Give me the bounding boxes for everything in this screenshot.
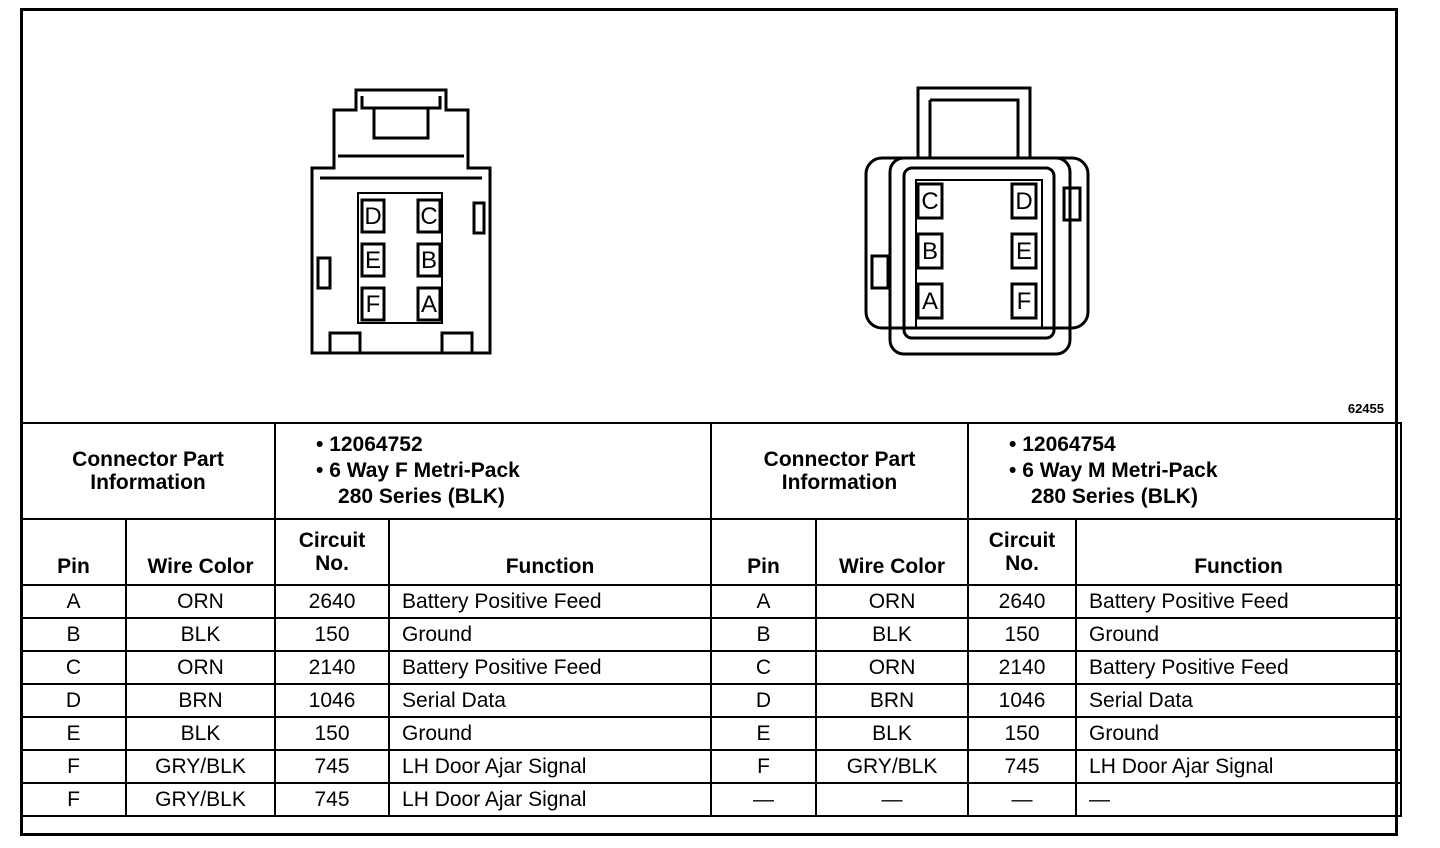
right-cell-wire: GRY/BLK bbox=[816, 750, 968, 783]
left-cell-pin: A bbox=[21, 585, 126, 618]
left-part-info bbox=[275, 423, 711, 519]
right-cell-wire: — bbox=[816, 783, 968, 816]
right-cell-circuit: 1046 bbox=[968, 684, 1076, 717]
right-cell-circuit: 2640 bbox=[968, 585, 1076, 618]
left-cell-pin: E bbox=[21, 717, 126, 750]
right-cell-circuit: 150 bbox=[968, 717, 1076, 750]
left-pin-label: E bbox=[364, 247, 382, 274]
right-cell-pin: F bbox=[711, 750, 816, 783]
right-cell-circuit: 745 bbox=[968, 750, 1076, 783]
right-cell-pin: — bbox=[711, 783, 816, 816]
table-row bbox=[21, 783, 1401, 816]
left-part-desc-1: • 6 Way F Metri-Pack bbox=[316, 458, 520, 482]
left-cell-function: Ground bbox=[389, 717, 711, 750]
left-cell-circuit: 150 bbox=[275, 717, 389, 750]
left-cell-circuit: 2140 bbox=[275, 651, 389, 684]
left-pin-label: C bbox=[420, 203, 438, 230]
connector-diagram bbox=[20, 8, 1398, 424]
right-pin-label: E bbox=[1015, 238, 1033, 265]
right-cell-pin: A bbox=[711, 585, 816, 618]
right-header-function: Function bbox=[1076, 519, 1401, 585]
right-cell-wire: ORN bbox=[816, 651, 968, 684]
left-pin-cells bbox=[362, 200, 440, 320]
left-cell-wire: GRY/BLK bbox=[126, 750, 275, 783]
left-header-function: Function bbox=[389, 519, 711, 585]
left-pin-label: F bbox=[365, 291, 381, 318]
left-cell-wire: GRY/BLK bbox=[126, 783, 275, 816]
right-cell-function: — bbox=[1076, 783, 1401, 816]
right-cell-circuit: — bbox=[968, 783, 1076, 816]
left-cell-wire: BLK bbox=[126, 717, 275, 750]
table-row bbox=[21, 750, 1401, 783]
left-cell-function: Serial Data bbox=[389, 684, 711, 717]
connector-drawings bbox=[20, 8, 1398, 424]
right-info-label: Connector Part Information bbox=[711, 423, 968, 519]
left-cell-circuit: 745 bbox=[275, 750, 389, 783]
table-row bbox=[21, 684, 1401, 717]
right-part-desc-2: 280 Series (BLK) bbox=[1031, 485, 1198, 509]
left-connector bbox=[312, 90, 490, 353]
right-part-info bbox=[968, 423, 1401, 519]
left-cell-pin: F bbox=[21, 783, 126, 816]
table-row bbox=[21, 585, 1401, 618]
right-cell-function: Serial Data bbox=[1076, 684, 1401, 717]
right-cell-wire: BLK bbox=[816, 618, 968, 651]
right-cell-function: Ground bbox=[1076, 618, 1401, 651]
left-info-label: Connector Part Information bbox=[21, 423, 275, 519]
left-cell-circuit: 745 bbox=[275, 783, 389, 816]
left-header-wire: Wire Color bbox=[126, 519, 275, 585]
right-cell-circuit: 2140 bbox=[968, 651, 1076, 684]
left-cell-function: Battery Positive Feed bbox=[389, 585, 711, 618]
right-cell-function: Battery Positive Feed bbox=[1076, 585, 1401, 618]
right-pin-cells bbox=[918, 184, 1036, 318]
left-part-number: • 12064752 bbox=[316, 432, 423, 456]
left-cell-pin: C bbox=[21, 651, 126, 684]
left-cell-wire: ORN bbox=[126, 585, 275, 618]
left-part-desc-2: 280 Series (BLK) bbox=[338, 485, 505, 509]
right-part-desc-1: • 6 Way M Metri-Pack bbox=[1009, 458, 1218, 482]
table-body bbox=[21, 585, 1401, 816]
right-pin-label: D bbox=[1015, 188, 1033, 215]
right-header-wire: Wire Color bbox=[816, 519, 968, 585]
right-cell-function: Battery Positive Feed bbox=[1076, 651, 1401, 684]
right-header-pin: Pin bbox=[711, 519, 816, 585]
right-cell-pin: E bbox=[711, 717, 816, 750]
right-pin-label: F bbox=[1016, 288, 1032, 315]
left-cell-function: Ground bbox=[389, 618, 711, 651]
part-info-row bbox=[21, 423, 1401, 519]
left-cell-circuit: 150 bbox=[275, 618, 389, 651]
left-cell-function: LH Door Ajar Signal bbox=[389, 783, 711, 816]
left-cell-wire: ORN bbox=[126, 651, 275, 684]
right-cell-function: Ground bbox=[1076, 717, 1401, 750]
right-cell-function: LH Door Ajar Signal bbox=[1076, 750, 1401, 783]
left-cell-pin: D bbox=[21, 684, 126, 717]
right-pin-label: B bbox=[921, 238, 939, 265]
left-cell-wire: BRN bbox=[126, 684, 275, 717]
left-cell-function: LH Door Ajar Signal bbox=[389, 750, 711, 783]
table-row bbox=[21, 618, 1401, 651]
right-part-number: • 12064754 bbox=[1009, 432, 1116, 456]
right-pin-label: A bbox=[921, 288, 939, 315]
left-cell-pin: F bbox=[21, 750, 126, 783]
left-header-pin: Pin bbox=[21, 519, 126, 585]
right-cell-wire: BRN bbox=[816, 684, 968, 717]
left-cell-wire: BLK bbox=[126, 618, 275, 651]
table-row bbox=[21, 651, 1401, 684]
connector-table bbox=[20, 422, 1402, 817]
figure-id: 62455 bbox=[1347, 401, 1384, 416]
right-cell-pin: B bbox=[711, 618, 816, 651]
right-pin-label: C bbox=[921, 188, 939, 215]
left-cell-function: Battery Positive Feed bbox=[389, 651, 711, 684]
left-pin-label: B bbox=[420, 247, 438, 274]
right-cell-pin: C bbox=[711, 651, 816, 684]
right-connector bbox=[866, 88, 1088, 354]
right-cell-pin: D bbox=[711, 684, 816, 717]
left-pin-label: D bbox=[364, 203, 382, 230]
header-row bbox=[21, 519, 1401, 585]
left-cell-pin: B bbox=[21, 618, 126, 651]
left-cell-circuit: 2640 bbox=[275, 585, 389, 618]
right-cell-wire: ORN bbox=[816, 585, 968, 618]
right-header-circuit: Circuit No. bbox=[968, 519, 1076, 585]
left-cell-circuit: 1046 bbox=[275, 684, 389, 717]
left-pin-label: A bbox=[420, 291, 438, 318]
right-cell-wire: BLK bbox=[816, 717, 968, 750]
right-cell-circuit: 150 bbox=[968, 618, 1076, 651]
table-row bbox=[21, 717, 1401, 750]
left-header-circuit: Circuit No. bbox=[275, 519, 389, 585]
